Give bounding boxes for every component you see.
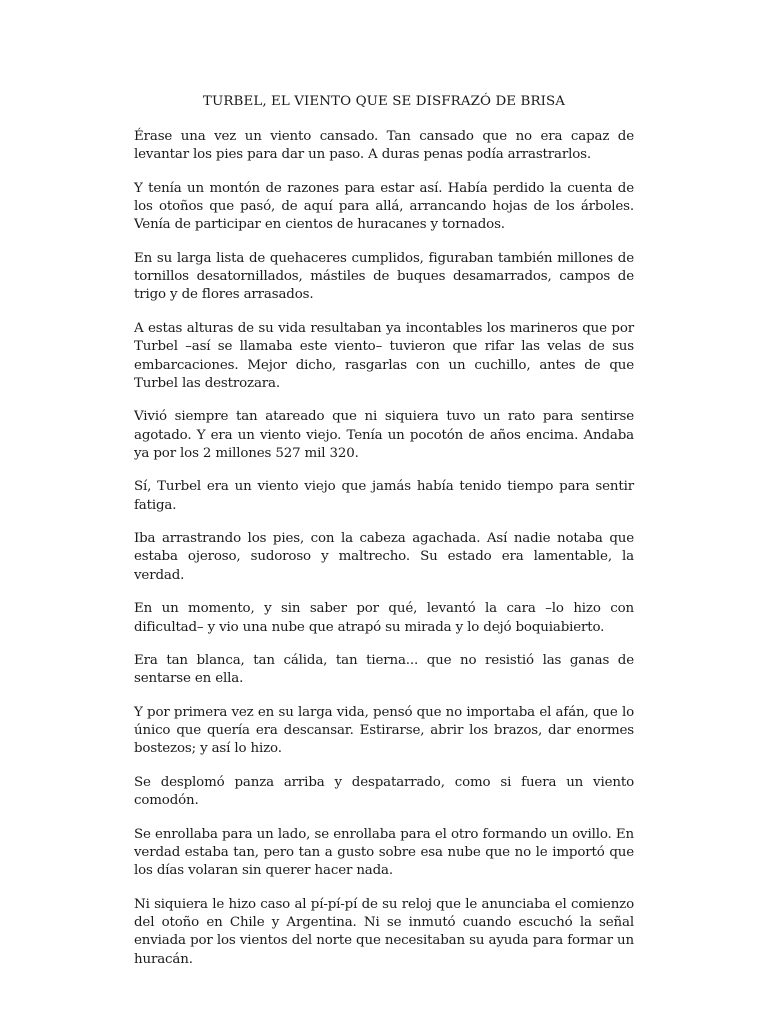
paragraph: Vivió siempre tan atareado que ni siquiera tuvo un rato para sentirse agotado. Y era un viento viejo. Tenía un pocotón de años encima. Andaba ya por los 2 millones 527 mil 320.: [134, 409, 634, 461]
paragraph: Sí, Turbel era un viento viejo que jamás había tenido tiempo para sentir fatiga.: [134, 479, 634, 513]
page-title: TURBEL, EL VIENTO QUE SE DISFRAZÓ DE BRISA: [202, 94, 566, 109]
paragraph: Era tan blanca, tan cálida, tan tierna... que no resistió las ganas de sentarse en ella.: [134, 653, 634, 687]
paragraph: Iba arrastrando los pies, con la cabeza agachada. Así nadie notaba que estaba ojeroso, sudoroso y maltrecho. Su estado era lamentable, la verdad.: [134, 531, 634, 583]
paragraph: En su larga lista de quehaceres cumplidos, figuraban también millones de tornillos desatornillados, mástiles de buques desamarrados, campos de trigo y de flores arrasados.: [134, 250, 634, 303]
paragraph: Ni siquiera le hizo caso al pí-pí-pí de su reloj que le anunciaba el comienzo del otoño en Chile y Argentina. Ni se inmutó cuando escuchó la señal enviada por los vientos del norte que necesitaban su ayuda para formar un huracán.: [134, 896, 634, 967]
paragraph: Érase una vez un viento cansado. Tan cansado que no era capaz de levantar los pies para dar un paso. A duras penas podía arrastrarlos.: [134, 129, 634, 163]
paragraph: Y tenía un montón de razones para estar así. Había perdido la cuenta de los otoños que pasó, de aquí para allá, arrancando hojas de los árboles. Venía de participar en cientos de huracanes y tornados.: [134, 180, 634, 233]
paragraph: Y por primera vez en su larga vida, pensó que no importaba el afán, que lo único que quería era descansar. Estirarse, abrir los brazos, dar enormes bostezos; y así lo hizo.: [134, 704, 634, 757]
paragraph: A estas alturas de su vida resultaban ya incontables los marineros que por Turbel –así se llamaba este viento– tuvieron que rifar las velas de sus embarcaciones. Mejor dicho, rasgarlas con un cuchillo, antes de que Turbel las destrozara.: [134, 320, 634, 391]
paragraph: Se desplomó panza arriba y despatarrado, como si fuera un viento comodón.: [134, 774, 634, 809]
paragraph: Se enrollaba para un lado, se enrollaba para el otro formando un ovillo. En verdad estaba tan, pero tan a gusto sobre esa nube que no le importó que los días volaran sin querer hacer nada.: [134, 826, 634, 879]
document-body: [134, 92, 634, 984]
paragraph: En un momento, y sin saber por qué, levantó la cara –lo hizo con dificultad– y vio una nube que atrapó su mirada y lo dejó boquiabierto.: [134, 601, 634, 635]
